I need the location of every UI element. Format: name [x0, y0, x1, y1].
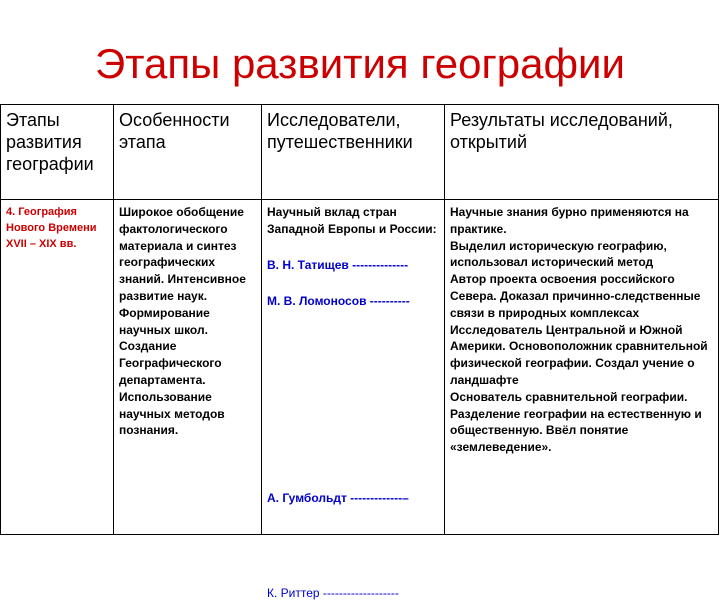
features-text: Широкое обобщение фактологического материала и синтез географических знаний. Интенсивное развитие наук. Формирование научных школ. Создание Географического департамента. Использование научных методов познания.: [119, 205, 246, 438]
result-item: Основатель сравнительной географии. Разделение географии на естественную и общественную. Ввёл понятие «землеведение».: [450, 389, 702, 455]
results-cell: [445, 200, 719, 535]
header-stages: Этапы развития географии: [1, 105, 114, 200]
result-item: Выделил историческую географию, использовал исторический метод: [450, 238, 667, 270]
header-researchers: Исследователи, путешественники: [262, 105, 445, 200]
researchers-intro: Научный вклад стран Западной Европы и России:: [267, 205, 437, 236]
features-cell: [114, 200, 262, 535]
researchers-cell: [262, 200, 445, 600]
result-item: Исследователь Центральной и Южной Америки. Основоположник сравнительной физической географии. Создал учение о ландшафте: [450, 322, 708, 387]
researcher-tatishchev: В. Н. Татищев --------------: [267, 258, 409, 272]
researcher-ritter: К. Риттер -------------------: [267, 586, 399, 600]
table-row: [1, 200, 719, 535]
researcher-lomonosov: М. В. Ломоносов ----------: [267, 294, 410, 308]
table-header-row: [1, 105, 719, 200]
geography-stages-table: [0, 104, 719, 600]
result-item: Научные знания бурно применяются на практике.: [450, 205, 689, 236]
researcher-humboldt: А. Гумбольдт -------------–: [267, 491, 409, 505]
result-item: Автор проекта освоения российского Севера. Доказал причинно-следственные связи в природных комплексах: [450, 272, 701, 320]
page-title: Этапы развития географии: [95, 40, 625, 87]
stage-text: 4. География Нового Времени XVII – XIX вв.: [6, 206, 97, 250]
stage-cell: [1, 200, 114, 535]
header-features: Особенности этапа: [114, 105, 262, 200]
header-results: Результаты исследований, открытий: [445, 105, 719, 200]
